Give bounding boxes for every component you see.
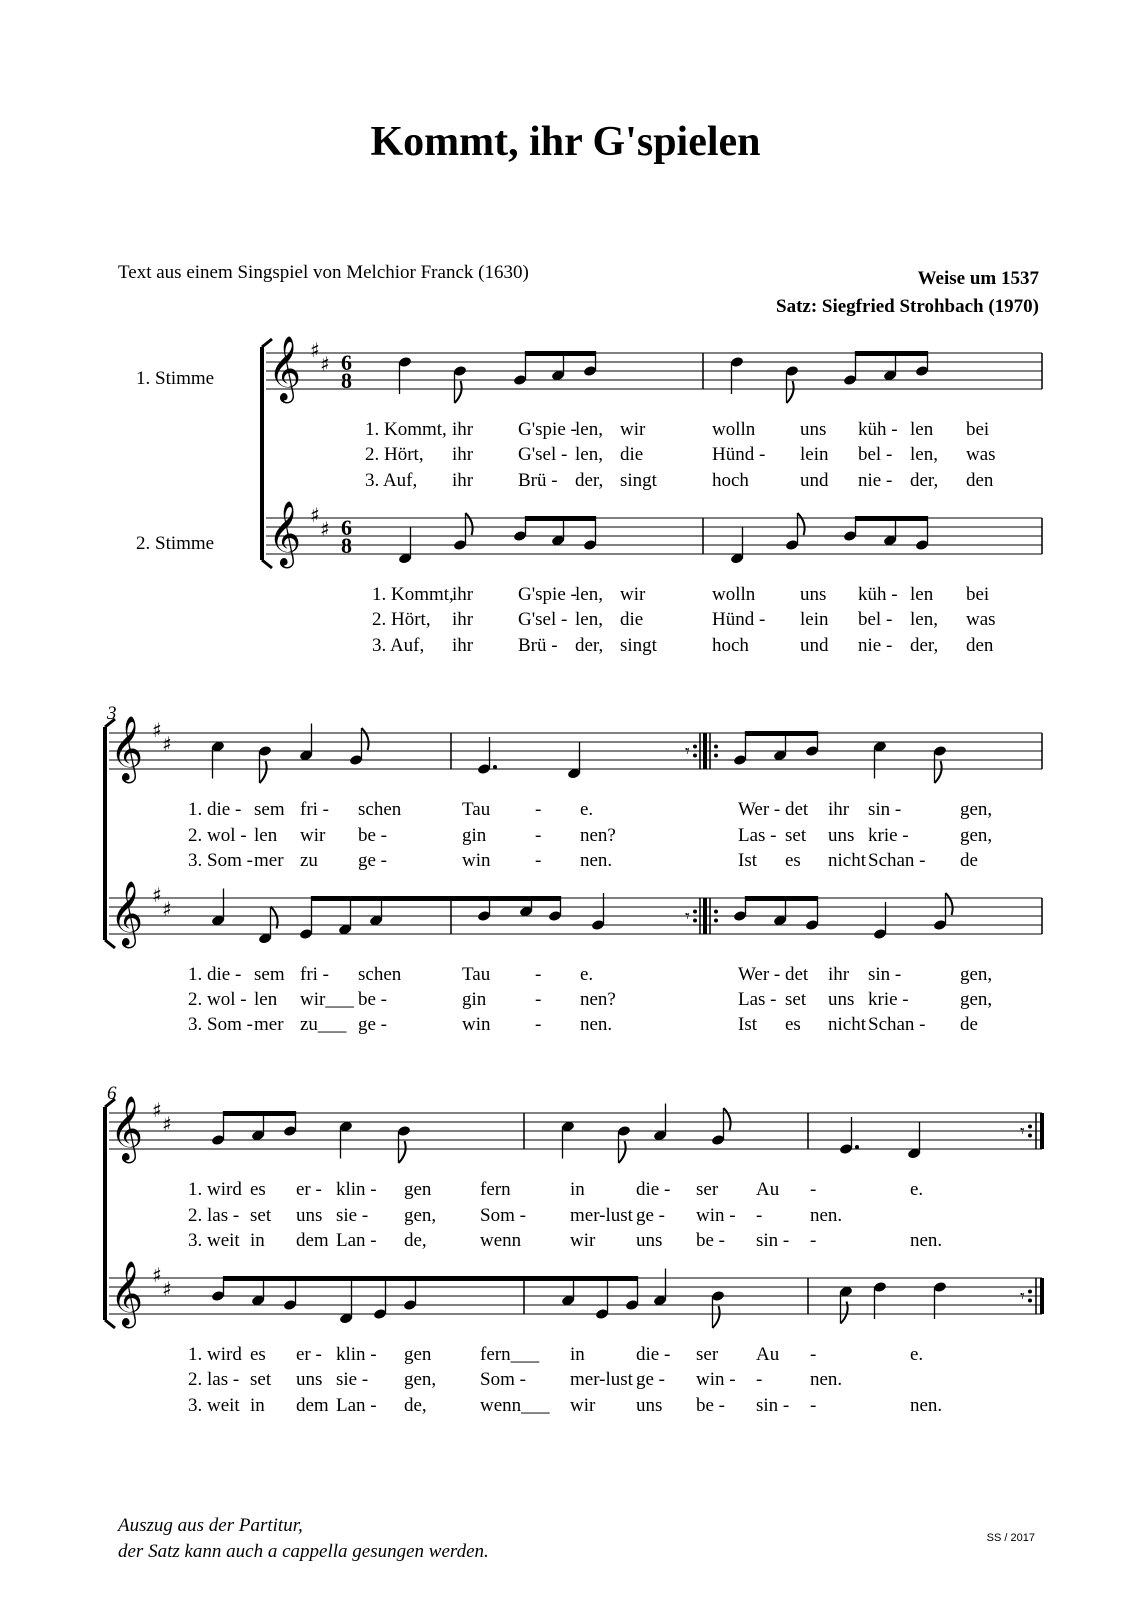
lyric-syllable: in bbox=[250, 1230, 265, 1251]
lyric-syllable: 3. Som - bbox=[188, 850, 253, 871]
lyric-syllable: win - bbox=[696, 1369, 736, 1390]
lyric-syllable: schen bbox=[358, 799, 402, 820]
treble-clef-icon: 𝄞 bbox=[268, 336, 302, 401]
measure-number: 6 bbox=[107, 1083, 117, 1104]
lyric-syllable: len, bbox=[575, 584, 603, 605]
lyric-syllable: 1. die - bbox=[188, 964, 242, 985]
lyric-syllable: win - bbox=[696, 1205, 736, 1226]
lyric-syllable: er - bbox=[296, 1344, 322, 1365]
lyric-syllable: ge - bbox=[636, 1205, 666, 1226]
lyric-syllable: len bbox=[254, 989, 278, 1010]
lyric-syllable: sin - bbox=[756, 1230, 790, 1251]
lyric-syllable: der, bbox=[910, 470, 939, 491]
lyric-syllable: Schan - bbox=[868, 850, 926, 871]
lyric-syllable: wir bbox=[570, 1395, 596, 1416]
lyric-syllable: sin - bbox=[756, 1395, 790, 1416]
repeat-dot bbox=[693, 745, 697, 749]
beam bbox=[525, 351, 595, 356]
lyric-syllable: Schan - bbox=[868, 1014, 926, 1035]
lyric-syllable: nicht bbox=[828, 1014, 866, 1035]
lyric-syllable: die bbox=[620, 609, 644, 630]
lyric-syllable: 3. Auf, bbox=[365, 470, 418, 491]
beam bbox=[223, 1276, 637, 1281]
lyric-syllable: in bbox=[250, 1395, 265, 1416]
beam bbox=[855, 351, 927, 356]
page-id: SS / 2017 bbox=[986, 1532, 1035, 1544]
note-flag bbox=[935, 761, 942, 783]
lyric-syllable: 1. die - bbox=[188, 799, 242, 820]
treble-clef-icon: 𝄞 bbox=[110, 716, 144, 781]
lyric-syllable: Brü - bbox=[518, 470, 558, 491]
lyric-syllable: 2. Hört, bbox=[372, 609, 431, 630]
lyric-syllable: gen, bbox=[960, 825, 993, 846]
lyric-syllable: gen, bbox=[404, 1205, 437, 1226]
repeat-dot bbox=[693, 910, 697, 914]
lyric-syllable: mer bbox=[254, 1014, 284, 1035]
lyric-syllable: Lan - bbox=[336, 1395, 377, 1416]
lyric-syllable: ihr bbox=[452, 444, 474, 465]
lyric-syllable: set bbox=[250, 1369, 272, 1390]
eighth-rest-icon: 𝄾 bbox=[685, 906, 690, 927]
lyric-syllable: krie - bbox=[868, 825, 909, 846]
lyric-syllable: krie - bbox=[868, 989, 909, 1010]
beam bbox=[745, 731, 817, 736]
lyric-syllable: in bbox=[570, 1179, 585, 1200]
lyric-syllable: e. bbox=[910, 1344, 924, 1365]
lyric-syllable: gen bbox=[404, 1179, 432, 1200]
note-flag bbox=[798, 513, 805, 535]
lyric-syllable: bei bbox=[966, 584, 990, 605]
lyric-syllable: gen, bbox=[404, 1369, 437, 1390]
repeat-dot bbox=[714, 754, 718, 758]
treble-clef-icon: 𝄞 bbox=[268, 501, 302, 566]
note-flag bbox=[466, 513, 473, 535]
dot bbox=[493, 765, 497, 769]
lyric-syllable: die - bbox=[636, 1179, 671, 1200]
beam bbox=[223, 1111, 295, 1116]
lyric-syllable: set bbox=[785, 825, 807, 846]
lyric-syllable: es bbox=[250, 1344, 266, 1365]
lyric-syllable: fern bbox=[480, 1179, 511, 1200]
repeat-dot bbox=[1028, 1299, 1032, 1303]
lyric-syllable: gen bbox=[404, 1344, 432, 1365]
lyric-syllable: 3. weit bbox=[188, 1230, 240, 1251]
lyric-syllable: - bbox=[810, 1395, 817, 1416]
lyric-syllable: - bbox=[810, 1179, 817, 1200]
melody-credit: Weise um 1537 bbox=[917, 268, 1039, 289]
lyric-syllable: singt bbox=[620, 635, 657, 656]
lyric-syllable: uns bbox=[828, 825, 855, 846]
lyric-syllable: Hünd - bbox=[712, 444, 766, 465]
lyric-syllable: den bbox=[966, 635, 994, 656]
lyric-syllable: mer-lust bbox=[570, 1205, 633, 1226]
lyric-syllable: nen. bbox=[910, 1230, 943, 1251]
lyric-syllable: be - bbox=[358, 989, 388, 1010]
lyric-syllable: Ist bbox=[738, 1014, 757, 1035]
sharp-icon: ♯ bbox=[152, 718, 162, 742]
treble-clef-icon: 𝄞 bbox=[110, 881, 144, 946]
lyric-syllable: 2. wol - bbox=[188, 825, 247, 846]
lyric-syllable: ihr bbox=[452, 584, 474, 605]
repeat-dot bbox=[1028, 1290, 1032, 1294]
lyric-syllable: set bbox=[785, 989, 807, 1010]
lyric-syllable: küh - bbox=[858, 584, 898, 605]
lyric-syllable: sin - bbox=[868, 799, 902, 820]
lyric-syllable: nen? bbox=[580, 989, 616, 1010]
sharp-icon: ♯ bbox=[162, 732, 172, 756]
lyric-syllable: - bbox=[535, 825, 542, 846]
lyric-syllable: win bbox=[462, 1014, 491, 1035]
lyric-syllable: ihr bbox=[828, 964, 850, 985]
sharp-icon: ♯ bbox=[320, 352, 330, 376]
lyric-syllable: wolln bbox=[712, 584, 756, 605]
lyric-syllable: es bbox=[785, 1014, 801, 1035]
lyric-syllable: sem bbox=[254, 964, 285, 985]
lyric-syllable: uns bbox=[636, 1395, 663, 1416]
lyric-syllable: e. bbox=[910, 1179, 924, 1200]
sharp-icon: ♯ bbox=[152, 1263, 162, 1287]
lyric-syllable: Las - bbox=[738, 989, 777, 1010]
lyric-syllable: bel - bbox=[858, 609, 893, 630]
sharp-icon: ♯ bbox=[320, 517, 330, 541]
lyric-syllable: Som - bbox=[480, 1369, 526, 1390]
lyric-syllable: gen, bbox=[960, 964, 993, 985]
lyric-syllable: gin bbox=[462, 825, 487, 846]
lyric-syllable: ihr bbox=[452, 419, 474, 440]
lyric-syllable: - bbox=[810, 1230, 817, 1251]
lyric-syllable: nie - bbox=[858, 635, 893, 656]
lyric-syllable: Wer - bbox=[738, 964, 781, 985]
lyric-syllable: uns bbox=[800, 419, 827, 440]
lyric-syllable: G'sel - bbox=[518, 444, 568, 465]
lyric-syllable: fern___ bbox=[480, 1344, 540, 1365]
lyric-syllable: ser bbox=[696, 1179, 719, 1200]
footnote bbox=[118, 1513, 489, 1565]
lyric-syllable: sin - bbox=[868, 964, 902, 985]
lyric-syllable: be - bbox=[696, 1230, 726, 1251]
lyric-syllable: len, bbox=[575, 444, 603, 465]
note-flag bbox=[362, 728, 369, 750]
lyric-syllable: gen, bbox=[960, 799, 993, 820]
arrangement-credit: Satz: Siegfried Strohbach (1970) bbox=[776, 296, 1039, 317]
lyric-syllable: 2. las - bbox=[188, 1205, 240, 1226]
lyric-syllable: de, bbox=[404, 1395, 427, 1416]
lyric-syllable: len, bbox=[575, 609, 603, 630]
lyric-syllable: ihr bbox=[828, 799, 850, 820]
beam bbox=[855, 516, 927, 521]
sharp-icon: ♯ bbox=[162, 1277, 172, 1301]
lyric-syllable: sie - bbox=[336, 1369, 369, 1390]
lyric-syllable: und bbox=[800, 635, 829, 656]
lyric-syllable: schen bbox=[358, 964, 402, 985]
note-flag bbox=[724, 1108, 731, 1130]
note-flag bbox=[455, 381, 462, 403]
text-credit: Text aus einem Singspiel von Melchior Franck (1630) bbox=[118, 262, 529, 283]
treble-clef-icon: 𝄞 bbox=[110, 1261, 144, 1326]
footnote-line: Auszug aus der Partitur, bbox=[118, 1515, 303, 1536]
eighth-rest-icon: 𝄾 bbox=[1020, 1286, 1025, 1307]
lyric-syllable: Tau bbox=[462, 964, 491, 985]
repeat-dot bbox=[714, 910, 718, 914]
lyric-syllable: lein bbox=[800, 609, 829, 630]
lyric-syllable: 1. Kommt, bbox=[365, 419, 447, 440]
lyric-syllable: - bbox=[756, 1369, 763, 1390]
lyric-syllable: det bbox=[785, 799, 809, 820]
lyric-syllable: wir bbox=[620, 584, 646, 605]
lyric-syllable: Au bbox=[756, 1179, 780, 1200]
lyric-syllable: de bbox=[960, 1014, 978, 1035]
lyric-syllable: zu bbox=[300, 850, 318, 871]
measure-number: 3 bbox=[107, 703, 117, 724]
lyric-syllable: G'spie - bbox=[518, 419, 577, 440]
lyric-syllable: wir___ bbox=[300, 989, 354, 1010]
lyric-syllable: bel - bbox=[858, 444, 893, 465]
lyric-syllable: Wer - bbox=[738, 799, 781, 820]
beam bbox=[745, 896, 817, 901]
note-flag bbox=[260, 761, 267, 783]
lyric-syllable: nen. bbox=[810, 1369, 843, 1390]
lyric-syllable: uns bbox=[296, 1369, 323, 1390]
sharp-icon: ♯ bbox=[310, 503, 320, 527]
lyric-syllable: ge - bbox=[636, 1369, 666, 1390]
lyric-syllable: nen. bbox=[910, 1395, 943, 1416]
lyric-syllable: ihr bbox=[452, 635, 474, 656]
lyric-syllable: Las - bbox=[738, 825, 777, 846]
lyric-syllable: singt bbox=[620, 470, 657, 491]
lyric-syllable: wolln bbox=[712, 419, 756, 440]
lyric-syllable: ge - bbox=[358, 850, 388, 871]
time-signature-denominator: 8 bbox=[341, 368, 352, 393]
lyric-syllable: wenn___ bbox=[480, 1395, 550, 1416]
lyric-syllable: was bbox=[966, 444, 996, 465]
lyric-syllable: die - bbox=[636, 1344, 671, 1365]
lyric-syllable: der, bbox=[575, 635, 604, 656]
lyric-syllable: e. bbox=[580, 799, 594, 820]
beam bbox=[525, 516, 595, 521]
lyric-syllable: uns bbox=[636, 1230, 663, 1251]
lyric-syllable: be - bbox=[696, 1395, 726, 1416]
beam bbox=[311, 896, 560, 901]
lyric-syllable: der, bbox=[575, 470, 604, 491]
lyric-syllable: win bbox=[462, 850, 491, 871]
lyric-syllable: len bbox=[910, 419, 934, 440]
lyric-syllable: 3. Auf, bbox=[372, 635, 425, 656]
note-flag bbox=[713, 1306, 720, 1328]
treble-clef-icon: 𝄞 bbox=[110, 1096, 144, 1161]
lyric-syllable: 2. Hört, bbox=[365, 444, 424, 465]
time-signature-numerator: 6 bbox=[341, 350, 352, 375]
lyric-syllable: zu___ bbox=[300, 1014, 347, 1035]
sharp-icon: ♯ bbox=[152, 1098, 162, 1122]
lyric-syllable: mer bbox=[254, 850, 284, 871]
dot bbox=[855, 1145, 859, 1149]
lyric-syllable: hoch bbox=[712, 470, 749, 491]
lyric-syllable: wir bbox=[570, 1230, 596, 1251]
lyric-syllable: es bbox=[785, 850, 801, 871]
lyric-syllable: lein bbox=[800, 444, 829, 465]
lyric-syllable: Som - bbox=[480, 1205, 526, 1226]
lyric-syllable: fri - bbox=[300, 799, 330, 820]
lyric-syllable: G'sel - bbox=[518, 609, 568, 630]
voice-label-1: 1. Stimme bbox=[136, 368, 215, 389]
lyric-syllable: nen. bbox=[810, 1205, 843, 1226]
lyric-syllable: len, bbox=[910, 444, 938, 465]
time-signature-denominator: 8 bbox=[341, 533, 352, 558]
lyric-syllable: gen, bbox=[960, 989, 993, 1010]
lyric-syllable: be - bbox=[358, 825, 388, 846]
lyric-syllable: G'spie - bbox=[518, 584, 577, 605]
lyric-syllable: sie - bbox=[336, 1205, 369, 1226]
note-flag bbox=[399, 1141, 406, 1163]
lyric-syllable: uns bbox=[296, 1205, 323, 1226]
repeat-dot bbox=[1028, 1134, 1032, 1138]
lyric-syllable: Lan - bbox=[336, 1230, 377, 1251]
eighth-rest-icon: 𝄾 bbox=[685, 741, 690, 762]
lyric-syllable: Hünd - bbox=[712, 609, 766, 630]
lyric-syllable: set bbox=[250, 1205, 272, 1226]
lyric-syllable: in bbox=[570, 1344, 585, 1365]
lyric-syllable: Tau bbox=[462, 799, 491, 820]
lyric-syllable: det bbox=[785, 964, 809, 985]
lyric-syllable: - bbox=[756, 1205, 763, 1226]
eighth-rest-icon: 𝄾 bbox=[1020, 1121, 1025, 1142]
lyric-syllable: 2. wol - bbox=[188, 989, 247, 1010]
sharp-icon: ♯ bbox=[310, 338, 320, 362]
lyric-syllable: wenn bbox=[480, 1230, 522, 1251]
lyric-syllable: 1. wird bbox=[188, 1179, 242, 1200]
lyric-syllable: ser bbox=[696, 1344, 719, 1365]
lyric-syllable: es bbox=[250, 1179, 266, 1200]
lyric-syllable: - bbox=[535, 989, 542, 1010]
lyric-syllable: gin bbox=[462, 989, 487, 1010]
lyric-syllable: wir bbox=[620, 419, 646, 440]
lyric-syllable: 3. weit bbox=[188, 1395, 240, 1416]
lyric-syllable: der, bbox=[910, 635, 939, 656]
lyric-syllable: len, bbox=[910, 609, 938, 630]
lyric-syllable: Ist bbox=[738, 850, 757, 871]
lyric-syllable: nen? bbox=[580, 825, 616, 846]
sharp-icon: ♯ bbox=[152, 883, 162, 907]
note-flag bbox=[946, 893, 953, 915]
lyric-syllable: was bbox=[966, 609, 996, 630]
lyric-syllable: len bbox=[910, 584, 934, 605]
lyric-syllable: sem bbox=[254, 799, 285, 820]
repeat-dot bbox=[693, 919, 697, 923]
lyric-syllable: klin - bbox=[336, 1344, 377, 1365]
note-flag bbox=[787, 381, 794, 403]
lyric-syllable: nen. bbox=[580, 850, 613, 871]
lyric-syllable: bei bbox=[966, 419, 990, 440]
lyric-syllable: Au bbox=[756, 1344, 780, 1365]
lyric-syllable: ihr bbox=[452, 470, 474, 491]
lyric-syllable: 1. Kommt, bbox=[372, 584, 454, 605]
lyric-syllable: uns bbox=[800, 584, 827, 605]
lyric-syllable: fri - bbox=[300, 964, 330, 985]
lyric-syllable: - bbox=[535, 1014, 542, 1035]
lyric-syllable: und bbox=[800, 470, 829, 491]
lyric-syllable: de, bbox=[404, 1230, 427, 1251]
lyric-syllable: 3. Som - bbox=[188, 1014, 253, 1035]
lyric-syllable: klin - bbox=[336, 1179, 377, 1200]
voice-label-2: 2. Stimme bbox=[136, 533, 215, 554]
lyric-syllable: dem bbox=[296, 1395, 329, 1416]
repeat-dot bbox=[1028, 1125, 1032, 1129]
lyric-syllable: er - bbox=[296, 1179, 322, 1200]
time-signature-numerator: 6 bbox=[341, 515, 352, 540]
repeat-dot bbox=[714, 919, 718, 923]
lyric-syllable: nie - bbox=[858, 470, 893, 491]
repeat-dot bbox=[714, 745, 718, 749]
footnote-line: der Satz kann auch a cappella gesungen werden. bbox=[118, 1541, 489, 1562]
lyric-syllable: nicht bbox=[828, 850, 866, 871]
lyric-syllable: len, bbox=[575, 419, 603, 440]
lyric-syllable: e. bbox=[580, 964, 594, 985]
lyric-syllable: 1. wird bbox=[188, 1344, 242, 1365]
lyric-syllable: ihr bbox=[452, 609, 474, 630]
lyric-syllable: ge - bbox=[358, 1014, 388, 1035]
lyric-syllable: uns bbox=[828, 989, 855, 1010]
repeat-dot bbox=[693, 754, 697, 758]
lyric-syllable: 2. las - bbox=[188, 1369, 240, 1390]
lyric-syllable: nen. bbox=[580, 1014, 613, 1035]
lyric-syllable: Brü - bbox=[518, 635, 558, 656]
lyric-syllable: dem bbox=[296, 1230, 329, 1251]
lyric-syllable: - bbox=[535, 850, 542, 871]
lyric-syllable: mer-lust bbox=[570, 1369, 633, 1390]
lyric-syllable: hoch bbox=[712, 635, 749, 656]
lyric-syllable: len bbox=[254, 825, 278, 846]
lyric-syllable: die bbox=[620, 444, 644, 465]
lyric-syllable: küh - bbox=[858, 419, 898, 440]
lyric-syllable: - bbox=[535, 964, 542, 985]
sharp-icon: ♯ bbox=[162, 897, 172, 921]
lyric-syllable: de bbox=[960, 850, 978, 871]
sharp-icon: ♯ bbox=[162, 1112, 172, 1136]
lyric-syllable: wir bbox=[300, 825, 326, 846]
lyric-syllable: - bbox=[535, 799, 542, 820]
page-title: Kommt, ihr G'spielen bbox=[370, 119, 761, 165]
note-flag bbox=[619, 1141, 626, 1163]
lyric-syllable: den bbox=[966, 470, 994, 491]
lyric-syllable: - bbox=[810, 1344, 817, 1365]
